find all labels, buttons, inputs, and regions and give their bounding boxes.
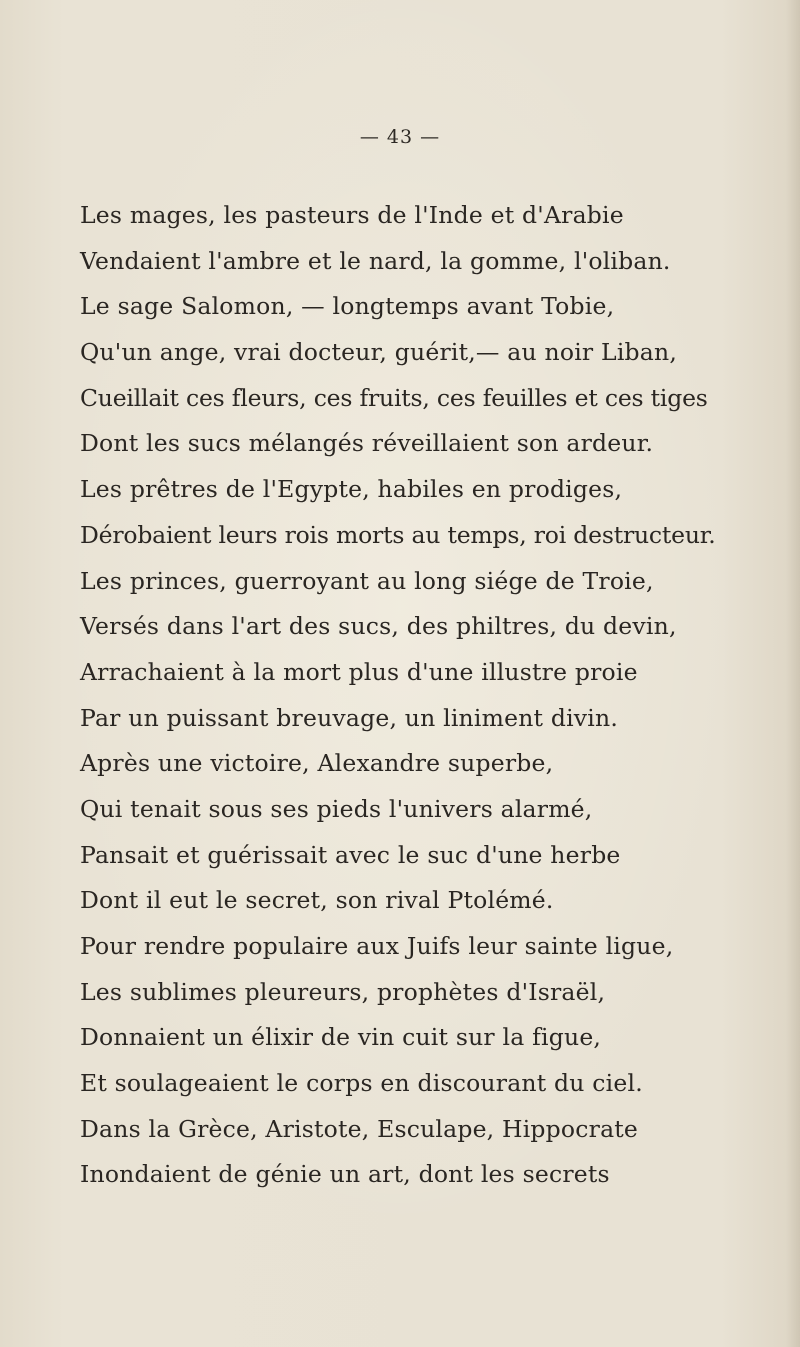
poem-line: Cueillait ces fleurs, ces fruits, ces feuilles et ces tiges — [80, 383, 708, 412]
poem-line: Qu'un ange, vrai docteur, guérit,— au noir Liban, — [80, 338, 677, 367]
poem-line: Les prêtres de l'Egypte, habiles en prodiges, — [80, 475, 623, 504]
poem-line: Donnaient un élixir de vin cuit sur la figue, — [80, 1023, 602, 1052]
poem-line: Après une victoire, Alexandre superbe, — [80, 749, 554, 778]
poem-line: Le sage Salomon, — longtemps avant Tobie, — [80, 292, 615, 321]
poem-text — [80, 193, 780, 1198]
poem-line: Les princes, guerroyant au long siége de Troie, — [80, 566, 654, 595]
poem-line: Pour rendre populaire aux Juifs leur sainte ligue, — [80, 932, 674, 960]
poem-line: Inondaient de génie un art, dont les secrets — [80, 1160, 610, 1189]
poem-line: Et soulageaient le corps en discourant du ciel. — [80, 1069, 643, 1098]
poem-line: Pansait et guérissait avec le suc d'une herbe — [80, 840, 621, 869]
poem-line: Arrachaient à la mort plus d'une illustre proie — [80, 657, 638, 686]
poem-line: Les mages, les pasteurs de l'Inde et d'Arabie — [80, 201, 624, 229]
poem-line: Dérobaient leurs rois morts au temps, roi destructeur. — [80, 520, 716, 549]
poem-line: Versés dans l'art des sucs, des philtres, du devin, — [80, 612, 677, 641]
page-edge-shadow — [786, 0, 800, 1347]
poem-line: Par un puissant breuvage, un liniment divin. — [80, 703, 618, 732]
poem-line: Vendaient l'ambre et le nard, la gomme, l'oliban. — [80, 246, 671, 275]
poem-line: Dont il eut le secret, son rival Ptolémé. — [80, 886, 554, 915]
poem-line: Dans la Grèce, Aristote, Esculape, Hippocrate — [80, 1114, 639, 1143]
page-number: — 43 — — [359, 126, 441, 148]
poem-line: Les sublimes pleureurs, prophètes d'Israël, — [80, 977, 606, 1006]
poem-line: Qui tenait sous ses pieds l'univers alarmé, — [80, 794, 593, 823]
poem-line: Dont les sucs mélangés réveillaient son ardeur. — [80, 429, 654, 458]
